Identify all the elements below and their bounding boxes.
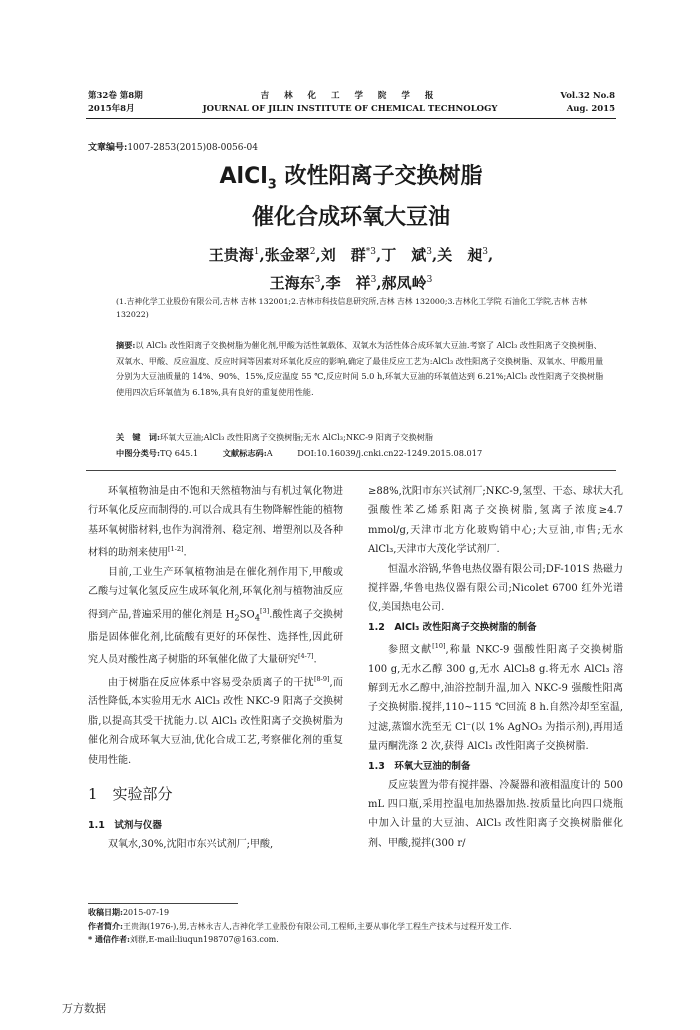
- author-affiliation-mark: 3: [482, 247, 488, 257]
- abstract-rule: [86, 470, 616, 471]
- paper-title: [86, 160, 616, 234]
- wanfang-watermark: 万方数据: [62, 1002, 106, 1015]
- clc-label: 中图分类号:: [116, 448, 160, 458]
- citation[interactable]: [1-2]: [168, 545, 184, 554]
- date-cn: 2015年8月: [88, 104, 135, 114]
- author-name: 王海东: [269, 274, 315, 292]
- title-line-2: 催化合成环氧大豆油: [251, 205, 450, 231]
- body-column-right: [368, 482, 623, 853]
- body-paragraph: 由于树脂在反应体系中容易受杂质离子的干扰[8-9],而活性降低,本实验用无水 AlCl₃ 改性 NKC-9 阳离子交换树脂,以提高其受干扰能力.以 AlCl₃ 改性阳离子交换树脂为催化剂合成环氧大豆油,优化合成工艺,考察催化剂的重复使用性能.: [88, 674, 343, 766]
- doi-label: DOI:: [297, 448, 317, 458]
- body-paragraph: 反应装置为带有搅拌器、冷凝器和液相温度计的 500 mL 四口瓶,采用控温电加热器加热.按质量比向四口烧瓶中加入计量的大豆油、AlCl₃ 改性阳离子交换树脂催化剂、甲酸,搅拌(300 r/: [368, 779, 623, 849]
- affiliations: (1.吉神化学工业股份有限公司,吉林 吉林 132001;2.吉林市科技信息研究所,吉林 吉林 132000;3.吉林化工学院 石油化工学院,吉林 吉林 132022): [116, 297, 588, 319]
- author-name: 郝凤岭: [381, 274, 427, 292]
- author-name: 王贵海: [208, 246, 254, 264]
- author-separator: ,: [259, 246, 265, 264]
- keywords-label: 关 键 词:: [116, 432, 160, 442]
- citation[interactable]: [8-9]: [313, 674, 330, 683]
- article-number-label: 文章编号:: [88, 143, 128, 153]
- classification-line: [116, 446, 604, 460]
- keywords-text: 环氧大豆油;AlCl₃ 改性阳离子交换树脂;无水 AlCl₃;NKC-9 阳离子交换树脂: [159, 432, 434, 442]
- author-name: 丁 斌: [381, 246, 427, 264]
- author-affiliation-mark: 3: [426, 275, 433, 285]
- section-heading: 1 实验部分: [88, 785, 173, 803]
- subsection-heading: 1.1 试剂与仪器: [88, 820, 162, 831]
- author-separator: ,: [376, 246, 382, 264]
- journal-volume-issue: [88, 90, 143, 116]
- authors-line-2: [86, 268, 616, 296]
- author-bio: 作者简介:王贵海(1976-),男,吉林永吉人,吉神化学工业股份有限公司,工程师,主要从事化学工程生产技术与过程开发工作.: [88, 920, 512, 931]
- author-separator: ,: [487, 246, 494, 264]
- abstract-label: 摘要:: [116, 340, 136, 350]
- corresponding-author: * 通信作者:刘群,E-mail:liuqun198707@163.com.: [88, 934, 279, 944]
- author-affiliation-mark: 3: [314, 275, 321, 285]
- subsection-heading: 1.2 AlCl₃ 改性阳离子交换树脂的制备: [368, 621, 537, 633]
- body-paragraph: 双氧水,30%,沈阳市东兴试剂厂;甲酸,: [108, 839, 274, 850]
- journal-name-en: JOURNAL OF JILIN INSTITUTE OF CHEMICAL TECHNOLOGY: [202, 104, 498, 114]
- received-date: 收稿日期:2015-07-19: [88, 907, 170, 917]
- author-name: 刘 群: [320, 246, 366, 264]
- header-rule: [86, 118, 616, 119]
- author-affiliation-mark: 1: [253, 247, 260, 257]
- journal-name-cn: 吉 林 化 工 学 院 学 报: [260, 91, 440, 101]
- date-en: Aug. 2015: [566, 104, 615, 114]
- author-affiliation-mark: 3: [370, 275, 377, 285]
- footnote-rule: [88, 903, 238, 904]
- doc-code-label: 文献标志码:: [222, 448, 267, 458]
- keywords: [116, 430, 604, 444]
- body-paragraph: ≥88%,沈阳市东兴试剂厂;NKC-9,氢型、干态、球状大孔强酸性苯乙烯系阳离子交换树脂,氢离子浓度≥4.7 mmol/g,天津市北方化玻购销中心;大豆油,市售;无水 AlCl₃,天津市大茂化学试剂厂.: [368, 486, 623, 556]
- journal-name: [200, 90, 500, 116]
- author-name: 关 昶: [437, 246, 483, 264]
- title-line-1: AlCl$_3$ 改性阳离子交换树脂: [219, 164, 483, 193]
- authors-line-1: [86, 240, 616, 268]
- author-name: 张金翠: [264, 246, 310, 264]
- author-list: [86, 240, 616, 296]
- author-affiliation-mark: 3: [426, 247, 432, 257]
- footnotes: [88, 906, 616, 947]
- subsection-heading: 1.3 环氧大豆油的制备: [368, 760, 471, 772]
- volume-en: Vol.32 No.8: [560, 91, 615, 101]
- volume-cn: 第32卷 第8期: [88, 91, 143, 101]
- body-paragraph: 恒温水浴锅,华鲁电热仪器有限公司;DF-101S 热磁力搅拌器,华鲁电热仪器有限公司;Nicolet 6700 红外光谱仪,美国热电公司.: [368, 563, 623, 614]
- citation[interactable]: [10]: [432, 641, 446, 650]
- article-number-value: 1007-2853(2015)08-0056-04: [127, 143, 258, 153]
- author-affiliation-mark: 2: [309, 247, 316, 257]
- citation[interactable]: [4-7]: [298, 651, 314, 660]
- author-affiliation-mark: *3: [365, 247, 376, 257]
- article-number: [88, 140, 258, 153]
- body-paragraph: 目前,工业生产环氧植物油是在催化剂作用下,甲酸或乙酸与过氧化氢反应生成环氧化剂,环氧化剂与植物油反应得到产品,普遍采用的催化剂是 $H_2SO_4[3]$.酸性离子交换树脂是固体催化剂,比硫酸有更好的环保性、选择性,因此研究人员对酸性离子树脂的环氧催化做了大量研究[4-7].: [88, 566, 343, 666]
- author-separator: ,: [315, 246, 321, 264]
- abstract-text: 以 AlCl₃ 改性阳离子交换树脂为催化剂,甲酸为活性氧载体、双氧水为活性体合成环氧大豆油.考察了 AlCl₃ 改性阳离子交换树脂、双氧水、甲酸、反应温度、反应时间等因素对环氧化反应的影响,确定了最佳反应工艺为:AlCl₃ 改性阳离子交换树脂、双氧水、甲酸用量分别为大豆油质量的 14%、90%、15%,反应温度 55 ℃,反应时间 5.0 h,环氧大豆油的环氧值达到 6.21%;AlCl₃ 改性阳离子交换树脂使用四次后环氧值为 6.18%,具有良好的重复使用性能.: [116, 340, 604, 397]
- abstract: [116, 338, 604, 400]
- author-separator: ,: [320, 274, 326, 292]
- citation[interactable]: [3]: [260, 606, 270, 615]
- doi-value: 10.16039/j.cnki.cn22-1249.2015.08.017: [316, 448, 483, 458]
- author-separator: ,: [431, 246, 438, 264]
- body-column-left: [88, 482, 343, 854]
- body-paragraph: 环氧植物油是由不饱和天然植物油与有机过氧化物进行环氧化反应而制得的.可以合成具有生物降解性能的植物基环氧树脂材料,也作为润滑剂、稳定剂、增塑剂以及各种材料的助剂来使用[1-2].: [88, 486, 343, 559]
- body-paragraph: 参照文献[10],称量 NKC-9 强酸性阳离子交换树脂 100 g,无水乙醇 300 g,无水 AlCl₃8 g.将无水 AlCl₃ 溶解到无水乙醇中,油浴控制升温,加入 NKC-9 强酸性阳离子交换树脂.搅拌,110~115 ℃回流 8 h.自然冷却至室温,过滤,蒸馏水洗至无 Cl⁻(以 1% AgNO₃ 为指示剂),再用适量丙酮洗涤 2 次,获得 AlCl₃ 改性阳离子交换树脂.: [368, 641, 623, 753]
- author-name: 李 祥: [325, 274, 371, 292]
- journal-volume-en: [560, 90, 615, 116]
- doc-code-value: A: [266, 448, 273, 458]
- author-separator: ,: [376, 274, 382, 292]
- clc-value: TQ 645.1: [159, 448, 199, 458]
